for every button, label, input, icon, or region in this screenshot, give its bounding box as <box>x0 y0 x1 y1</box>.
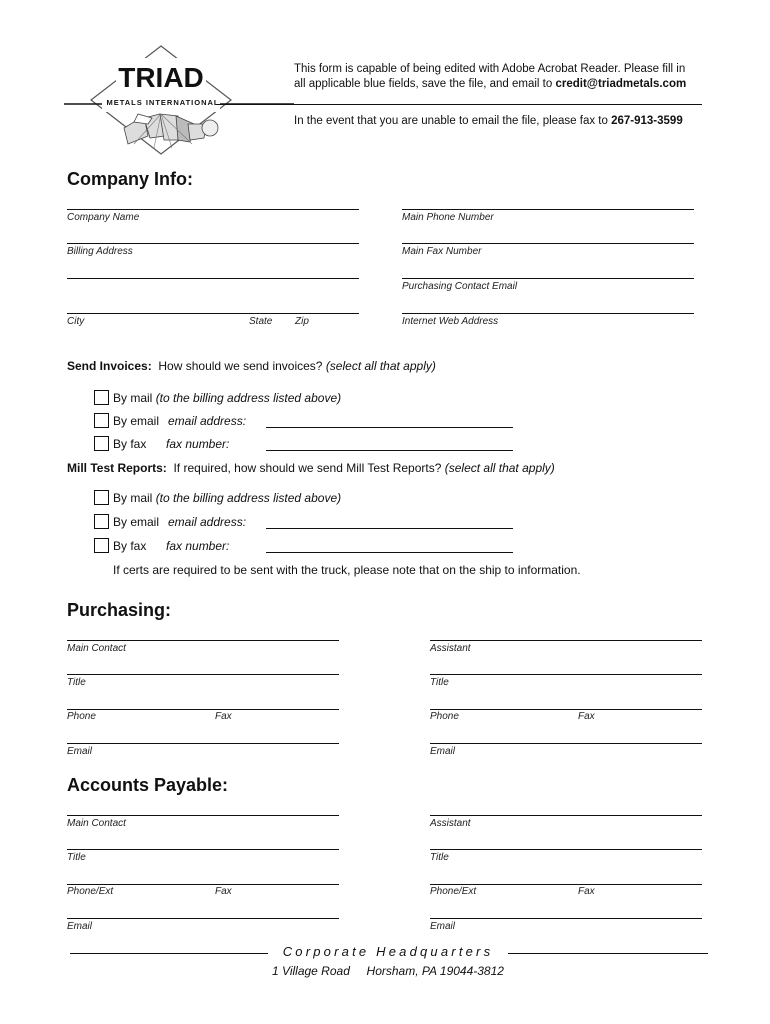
purchasing-title-label: Title <box>67 677 86 688</box>
mtr-mail-label: By mail <box>113 491 153 505</box>
billing-address-2-field[interactable] <box>67 278 359 279</box>
mtr-email-checkbox[interactable] <box>94 514 109 529</box>
ap-assistant-email-field[interactable] <box>430 918 702 919</box>
logo-name: TRIAD <box>118 62 204 93</box>
invoice-mail-hint: (to the billing address listed above) <box>155 391 342 405</box>
mtr-question: If required, how should we send Mill Test Reports? <box>173 461 442 475</box>
mtr-heading: Mill Test Reports: <box>67 461 167 475</box>
ap-assistant-field[interactable] <box>430 815 702 816</box>
ap-assistant-title-label: Title <box>430 852 449 863</box>
billing-address-label: Billing Address <box>67 246 133 257</box>
billing-address-field[interactable] <box>67 243 359 244</box>
ap-assistant-email-label: Email <box>430 921 456 932</box>
invoice-mail-option <box>113 391 341 405</box>
invoice-fax-label: By fax <box>113 437 147 451</box>
send-invoices-hint: (select all that apply) <box>325 359 436 373</box>
main-fax-field[interactable] <box>402 243 694 244</box>
ap-fax-label: Fax <box>215 886 232 897</box>
purchasing-assistant-fax-label: Fax <box>578 711 595 722</box>
ap-assistant-phone-fax-field[interactable] <box>430 884 702 885</box>
purchasing-assistant-phone-fax-field[interactable] <box>430 709 702 710</box>
send-invoices-row <box>67 359 436 373</box>
mtr-email-label: By email <box>113 515 160 529</box>
mtr-mail-hint: (to the billing address listed above) <box>155 491 342 505</box>
ap-phone-label: Phone/Ext <box>67 886 114 897</box>
mtr-fax-field[interactable] <box>266 552 513 553</box>
mtr-mail-option <box>113 491 341 505</box>
purchasing-assistant-phone-label: Phone <box>430 711 459 722</box>
invoice-fax-hint: fax number: <box>166 437 230 451</box>
header-divider <box>216 104 702 105</box>
mtr-email-field[interactable] <box>266 528 513 529</box>
ap-title-field[interactable] <box>67 849 339 850</box>
invoice-mail-checkbox[interactable] <box>94 390 109 405</box>
purchasing-assistant-email-label: Email <box>430 746 456 757</box>
instructions-line-2 <box>294 78 686 90</box>
certs-note: If certs are required to be sent with the truck, please note that on the ship to information. <box>113 563 581 577</box>
purchasing-email-field[interactable] <box>67 743 339 744</box>
main-phone-label: Main Phone Number <box>402 212 494 223</box>
hq-address: 1 Village Road Horsham, PA 19044-3812 <box>272 964 504 978</box>
mtr-mail-checkbox[interactable] <box>94 490 109 505</box>
web-address-label: Internet Web Address <box>402 316 499 327</box>
credit-email-link[interactable]: credit@triadmetals.com <box>555 78 687 90</box>
mtr-fax-hint: fax number: <box>166 539 230 553</box>
purchasing-phone-fax-field[interactable] <box>67 709 339 710</box>
purchasing-assistant-title-field[interactable] <box>430 674 702 675</box>
ap-main-contact-label: Main Contact <box>67 818 126 829</box>
footer-rule-left <box>70 953 268 954</box>
company-name-label: Company Name <box>67 212 140 223</box>
main-phone-field[interactable] <box>402 209 694 210</box>
purchasing-email-label: Email <box>67 746 93 757</box>
city-state-zip-field[interactable] <box>67 313 359 314</box>
purchasing-phone-label: Phone <box>67 711 96 722</box>
ap-email-label: Email <box>67 921 93 932</box>
ap-email-field[interactable] <box>67 918 339 919</box>
mtr-email-hint: email address: <box>168 515 247 529</box>
mtr-fax-label: By fax <box>113 539 147 553</box>
corporate-headquarters: Corporate Headquarters <box>282 944 494 959</box>
ap-assistant-phone-label: Phone/Ext <box>430 886 477 897</box>
zip-label: Zip <box>295 316 309 327</box>
invoice-email-label: By email <box>113 414 160 428</box>
purchasing-main-contact-label: Main Contact <box>67 643 126 654</box>
purchasing-email-field[interactable] <box>402 278 694 279</box>
invoice-email-field[interactable] <box>266 427 513 428</box>
send-invoices-heading: Send Invoices: <box>67 359 152 373</box>
invoice-email-hint: email address: <box>168 414 247 428</box>
company-info-heading: Company Info: <box>67 169 193 189</box>
logo-subtitle: METALS INTERNATIONAL <box>106 98 220 107</box>
city-label: City <box>67 316 85 327</box>
mtr-row <box>67 461 555 475</box>
invoice-mail-label: By mail <box>113 391 153 405</box>
triad-logo <box>64 44 294 156</box>
invoice-fax-field[interactable] <box>266 450 513 451</box>
purchasing-email-label: Purchasing Contact Email <box>402 281 518 292</box>
purchasing-assistant-title-label: Title <box>430 677 449 688</box>
ap-main-contact-field[interactable] <box>67 815 339 816</box>
fax-number: 267-913-3599 <box>611 115 683 127</box>
instructions-text: all applicable blue fields, save the file, and email to <box>294 78 556 90</box>
ap-title-label: Title <box>67 852 86 863</box>
purchasing-fax-label: Fax <box>215 711 232 722</box>
main-fax-label: Main Fax Number <box>402 246 482 257</box>
purchasing-assistant-field[interactable] <box>430 640 702 641</box>
purchasing-title-field[interactable] <box>67 674 339 675</box>
accounts-payable-heading: Accounts Payable: <box>67 775 229 795</box>
instructions-line-1: This form is capable of being edited with Adobe Acrobat Reader. Please fill in <box>294 63 686 75</box>
fax-note-text: In the event that you are unable to email the file, please fax to <box>294 115 612 127</box>
web-address-field[interactable] <box>402 313 694 314</box>
send-invoices-question: How should we send invoices? <box>158 359 323 373</box>
invoice-email-checkbox[interactable] <box>94 413 109 428</box>
state-label: State <box>249 316 273 327</box>
purchasing-main-contact-field[interactable] <box>67 640 339 641</box>
purchasing-assistant-email-field[interactable] <box>430 743 702 744</box>
mtr-hint: (select all that apply) <box>444 461 555 475</box>
fax-note <box>294 115 683 127</box>
ap-phone-fax-field[interactable] <box>67 884 339 885</box>
footer-rule-right <box>508 953 708 954</box>
purchasing-heading: Purchasing: <box>67 600 172 620</box>
invoice-fax-checkbox[interactable] <box>94 436 109 451</box>
mtr-fax-checkbox[interactable] <box>94 538 109 553</box>
company-name-field[interactable] <box>67 209 359 210</box>
ap-assistant-title-field[interactable] <box>430 849 702 850</box>
purchasing-assistant-label: Assistant <box>430 643 471 654</box>
ap-assistant-label: Assistant <box>430 818 471 829</box>
ap-assistant-fax-label: Fax <box>578 886 595 897</box>
